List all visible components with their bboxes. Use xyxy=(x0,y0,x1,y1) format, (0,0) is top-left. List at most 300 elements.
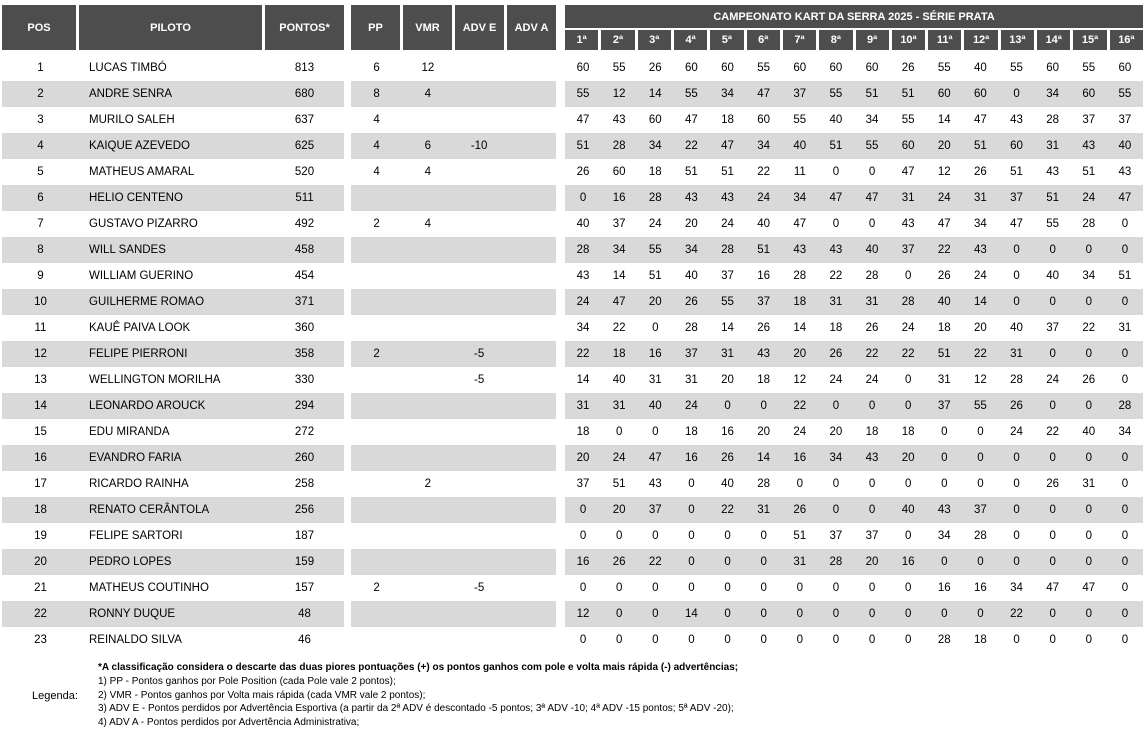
cell-race-result: 34 xyxy=(648,140,662,152)
cell-race-result: 47 xyxy=(1118,192,1132,204)
cell-race-result: 0 xyxy=(796,478,804,490)
cell-race-result: 60 xyxy=(974,88,987,100)
cell-race-result: 31 xyxy=(1010,348,1023,360)
cell-pos: 19 xyxy=(34,530,47,542)
cell-adv-e: -10 xyxy=(470,140,488,152)
cell-race-result: 28 xyxy=(901,296,915,308)
cell-race-result: 26 xyxy=(1082,374,1096,386)
cell-race-result: 0 xyxy=(1013,88,1020,100)
cell-race-result: 60 xyxy=(685,62,698,74)
race-col-header: 1ª xyxy=(565,30,598,50)
cell-race-result: 26 xyxy=(1010,400,1023,412)
cell-race-result: 12 xyxy=(576,608,590,620)
cell-race-result: 0 xyxy=(977,452,984,464)
cell-race-result: 55 xyxy=(974,400,987,412)
cell-race-result: 34 xyxy=(757,140,771,152)
cell-pontos: 256 xyxy=(294,504,315,516)
row-band-results xyxy=(565,341,1143,367)
cell-race-result: 28 xyxy=(648,192,662,204)
cell-race-result: 22 xyxy=(757,166,771,178)
cell-adv-a xyxy=(505,419,556,445)
race-col-header: 12ª xyxy=(964,30,997,50)
race-col-header: 10ª xyxy=(892,30,925,50)
cell-pontos: 637 xyxy=(294,114,315,126)
cell-race-result: 0 xyxy=(1013,478,1020,490)
cell-race-result: 60 xyxy=(757,114,771,126)
cell-race-result: 0 xyxy=(832,608,840,620)
cell-race-result: 24 xyxy=(829,374,843,386)
cell-adv-e xyxy=(454,419,505,445)
cell-race-result: 47 xyxy=(721,140,734,152)
cell-adv-e xyxy=(454,497,505,523)
cell-adv-e xyxy=(454,185,505,211)
cell-race-result: 37 xyxy=(865,530,879,542)
cell-adv-e: -5 xyxy=(474,348,485,360)
cell-vmr xyxy=(402,523,453,549)
cell-vmr: 12 xyxy=(421,62,435,74)
cell-pos: 1 xyxy=(37,62,44,74)
cell-race-result: 26 xyxy=(793,504,807,516)
cell-race-result: 22 xyxy=(974,348,987,360)
cell-pos: 5 xyxy=(37,166,44,178)
row-band-bonus xyxy=(351,55,556,81)
table-row xyxy=(2,107,1143,133)
cell-race-result: 0 xyxy=(1049,504,1056,516)
cell-adv-e xyxy=(454,263,505,289)
cell-pos: 23 xyxy=(34,634,47,646)
row-band-driver xyxy=(2,367,344,393)
cell-race-result: 26 xyxy=(757,322,771,334)
cell-race-result: 28 xyxy=(829,556,843,568)
row-band-results xyxy=(565,289,1143,315)
cell-pp: 8 xyxy=(373,88,380,100)
cell-race-result: 37 xyxy=(901,244,915,256)
cell-piloto: PEDRO LOPES xyxy=(89,556,172,568)
cell-pos: 10 xyxy=(34,296,47,308)
cell-race-result: 26 xyxy=(612,556,626,568)
cell-race-result: 40 xyxy=(721,478,734,490)
cell-race-result: 37 xyxy=(1010,192,1023,204)
cell-pontos: 258 xyxy=(294,478,315,490)
cell-race-result: 0 xyxy=(579,582,587,594)
cell-race-result: 34 xyxy=(865,114,879,126)
cell-piloto: REINALDO SILVA xyxy=(89,634,182,646)
cell-pontos: 813 xyxy=(294,62,315,74)
cell-race-result: 0 xyxy=(977,556,984,568)
cell-pontos: 625 xyxy=(294,140,315,152)
race-headers-row xyxy=(565,30,1143,50)
row-band-results xyxy=(565,523,1143,549)
cell-race-result: 31 xyxy=(974,192,987,204)
cell-race-result: 24 xyxy=(576,296,590,308)
cell-race-result: 24 xyxy=(757,192,771,204)
cell-pp xyxy=(351,419,402,445)
row-band-bonus xyxy=(351,107,556,133)
cell-pos: 13 xyxy=(34,374,47,386)
cell-race-result: 31 xyxy=(865,296,879,308)
cell-race-result: 0 xyxy=(652,582,659,594)
row-band-results xyxy=(565,367,1143,393)
legend-item: 3) ADV E - Pontos perdidos por Advertência Esportiva (a partir da 2ª ADV é descontado -5 pontos; 3ª ADV -10; 4ª ADV -15 pontos; 5ª ADV -20); xyxy=(98,703,734,715)
cell-adv-e xyxy=(454,523,505,549)
cell-piloto: RICARDO RAINHA xyxy=(89,478,189,490)
cell-race-result: 0 xyxy=(760,556,767,568)
cell-race-result: 31 xyxy=(576,400,590,412)
cell-race-result: 51 xyxy=(829,140,843,152)
cell-race-result: 43 xyxy=(685,192,698,204)
cell-race-result: 0 xyxy=(904,374,912,386)
cell-piloto: GUILHERME ROMAO xyxy=(89,296,205,308)
cell-race-result: 18 xyxy=(757,374,771,386)
row-band-bonus xyxy=(351,523,556,549)
cell-race-result: 43 xyxy=(937,504,951,516)
cell-race-result: 34 xyxy=(1010,582,1023,594)
cell-race-result: 43 xyxy=(721,192,734,204)
cell-race-result: 0 xyxy=(1121,608,1129,620)
cell-race-result: 0 xyxy=(688,556,695,568)
row-band-driver xyxy=(2,159,344,185)
cell-race-result: 16 xyxy=(612,192,626,204)
cell-piloto: HELIO CENTENO xyxy=(89,192,183,204)
row-band-bonus xyxy=(351,497,556,523)
cell-race-result: 20 xyxy=(721,374,734,386)
cell-race-result: 60 xyxy=(1082,88,1096,100)
cell-race-result: 12 xyxy=(793,374,807,386)
cell-piloto: EDU MIRANDA xyxy=(89,426,170,438)
race-col-header: 7ª xyxy=(783,30,816,50)
legend-label: Legenda: xyxy=(32,690,78,702)
cell-race-result: 31 xyxy=(648,374,662,386)
cell-adv-a xyxy=(505,471,556,497)
cell-piloto: EVANDRO FARIA xyxy=(89,452,182,464)
cell-vmr xyxy=(402,263,453,289)
cell-race-result: 0 xyxy=(1085,452,1093,464)
cell-race-result: 47 xyxy=(757,88,771,100)
cell-race-result: 24 xyxy=(1082,192,1096,204)
cell-adv-e xyxy=(454,55,505,81)
cell-race-result: 43 xyxy=(612,114,626,126)
row-band-bonus xyxy=(351,81,556,107)
cell-race-result: 43 xyxy=(829,244,843,256)
table-row xyxy=(2,601,1143,627)
cell-race-result: 16 xyxy=(974,582,987,594)
cell-race-result: 34 xyxy=(793,192,807,204)
cell-race-result: 34 xyxy=(1082,270,1096,282)
col-header-pontos: PONTOS* xyxy=(265,5,344,50)
table-row xyxy=(2,627,1143,653)
cell-race-result: 0 xyxy=(1121,218,1129,230)
cell-race-result: 40 xyxy=(937,296,951,308)
legend-item: 2) VMR - Pontos ganhos por Volta mais rápida (cada VMR vale 2 pontos); xyxy=(98,689,426,701)
row-band-driver xyxy=(2,419,344,445)
cell-pos: 4 xyxy=(37,140,44,152)
cell-race-result: 37 xyxy=(829,530,843,542)
cell-pp xyxy=(351,523,402,549)
cell-race-result: 0 xyxy=(868,478,876,490)
cell-pontos: 272 xyxy=(294,426,315,438)
cell-race-result: 31 xyxy=(901,192,915,204)
row-band-results xyxy=(565,471,1143,497)
row-band-driver xyxy=(2,237,344,263)
cell-race-result: 37 xyxy=(974,504,987,516)
cell-adv-e: -5 xyxy=(474,374,485,386)
row-band-bonus xyxy=(351,289,556,315)
cell-adv-a xyxy=(505,289,556,315)
cell-race-result: 18 xyxy=(901,426,915,438)
cell-race-result: 0 xyxy=(832,400,840,412)
row-band-driver xyxy=(2,55,344,81)
cell-piloto: MATHEUS COUTINHO xyxy=(89,582,209,594)
cell-vmr: 6 xyxy=(424,140,432,152)
cell-race-result: 28 xyxy=(721,244,734,256)
cell-race-result: 18 xyxy=(793,296,807,308)
cell-race-result: 16 xyxy=(901,556,915,568)
cell-race-result: 16 xyxy=(793,452,807,464)
cell-race-result: 26 xyxy=(721,452,734,464)
row-band-results xyxy=(565,133,1143,159)
cell-adv-a xyxy=(505,211,556,237)
row-band-driver xyxy=(2,263,344,289)
cell-race-result: 0 xyxy=(652,426,659,438)
cell-adv-e xyxy=(454,601,505,627)
cell-pp xyxy=(351,237,402,263)
row-band-bonus xyxy=(351,211,556,237)
cell-race-result: 51 xyxy=(576,140,590,152)
cell-race-result: 0 xyxy=(1049,530,1056,542)
cell-race-result: 0 xyxy=(941,556,948,568)
cell-race-result: 51 xyxy=(721,166,734,178)
legend-lines xyxy=(98,661,738,730)
cell-adv-e xyxy=(454,237,505,263)
legend xyxy=(32,661,738,730)
cell-vmr xyxy=(402,367,453,393)
cell-race-result: 0 xyxy=(1013,296,1020,308)
row-band-results xyxy=(565,549,1143,575)
cell-race-result: 0 xyxy=(1013,270,1020,282)
cell-race-result: 0 xyxy=(1121,374,1129,386)
header-group-races xyxy=(565,5,1143,50)
cell-race-result: 0 xyxy=(688,582,695,594)
cell-pos: 17 xyxy=(34,478,47,490)
cell-adv-a xyxy=(505,445,556,471)
cell-race-result: 0 xyxy=(1013,556,1020,568)
cell-race-result: 14 xyxy=(937,114,951,126)
cell-adv-a xyxy=(505,315,556,341)
cell-race-result: 55 xyxy=(721,296,734,308)
cell-race-result: 26 xyxy=(685,296,698,308)
cell-race-result: 0 xyxy=(904,582,912,594)
cell-race-result: 55 xyxy=(612,62,626,74)
cell-race-result: 51 xyxy=(757,244,771,256)
cell-vmr xyxy=(402,315,453,341)
cell-race-result: 55 xyxy=(865,140,879,152)
cell-adv-a xyxy=(505,133,556,159)
cell-race-result: 0 xyxy=(724,530,731,542)
cell-pontos: 458 xyxy=(294,244,315,256)
race-col-header: 9ª xyxy=(856,30,889,50)
cell-race-result: 26 xyxy=(1046,478,1060,490)
cell-race-result: 26 xyxy=(576,166,590,178)
cell-race-result: 0 xyxy=(796,582,804,594)
row-band-results xyxy=(565,315,1143,341)
cell-race-result: 40 xyxy=(757,218,771,230)
cell-race-result: 40 xyxy=(1010,322,1023,334)
row-band-driver xyxy=(2,601,344,627)
cell-race-result: 0 xyxy=(941,426,948,438)
cell-race-result: 0 xyxy=(1049,634,1056,646)
cell-race-result: 24 xyxy=(648,218,662,230)
cell-race-result: 24 xyxy=(901,322,915,334)
cell-adv-e xyxy=(454,445,505,471)
row-band-bonus xyxy=(351,315,556,341)
cell-adv-e xyxy=(454,549,505,575)
cell-race-result: 37 xyxy=(757,296,771,308)
cell-race-result: 40 xyxy=(829,114,843,126)
cell-piloto: LEONARDO AROUCK xyxy=(89,400,206,412)
cell-race-result: 0 xyxy=(1013,634,1020,646)
cell-race-result: 0 xyxy=(1121,452,1129,464)
race-col-header: 5ª xyxy=(710,30,743,50)
cell-race-result: 0 xyxy=(1049,296,1056,308)
cell-race-result: 20 xyxy=(937,140,951,152)
cell-adv-e xyxy=(454,211,505,237)
cell-race-result: 0 xyxy=(615,530,623,542)
cell-race-result: 43 xyxy=(1118,166,1132,178)
legend-item: 4) ADV A - Pontos perdidos por Advertência Administrativa; xyxy=(98,717,360,729)
cell-race-result: 22 xyxy=(612,322,626,334)
cell-vmr xyxy=(402,107,453,133)
cell-race-result: 26 xyxy=(974,166,987,178)
cell-race-result: 34 xyxy=(612,244,626,256)
cell-race-result: 55 xyxy=(576,88,590,100)
cell-vmr xyxy=(402,601,453,627)
cell-race-result: 0 xyxy=(688,478,695,490)
cell-race-result: 0 xyxy=(1049,608,1056,620)
cell-race-result: 34 xyxy=(685,244,698,256)
cell-pos: 7 xyxy=(37,218,44,230)
cell-race-result: 0 xyxy=(977,478,984,490)
race-col-header: 14ª xyxy=(1037,30,1070,50)
cell-race-result: 0 xyxy=(1121,478,1129,490)
cell-race-result: 14 xyxy=(757,452,771,464)
cell-pp xyxy=(351,445,402,471)
cell-adv-a xyxy=(505,263,556,289)
header-group-bonus xyxy=(351,5,556,50)
cell-race-result: 0 xyxy=(1085,556,1093,568)
cell-race-result: 24 xyxy=(1010,426,1023,438)
cell-race-result: 0 xyxy=(579,634,587,646)
row-band-bonus xyxy=(351,185,556,211)
col-header-piloto: PILOTO xyxy=(79,5,262,50)
table-row xyxy=(2,263,1143,289)
cell-adv-a xyxy=(505,367,556,393)
table-row xyxy=(2,367,1143,393)
cell-race-result: 20 xyxy=(901,452,915,464)
cell-race-result: 11 xyxy=(793,166,806,178)
cell-race-result: 55 xyxy=(685,88,698,100)
cell-pp xyxy=(351,289,402,315)
table-row xyxy=(2,419,1143,445)
cell-race-result: 47 xyxy=(612,296,626,308)
cell-race-result: 0 xyxy=(1049,244,1056,256)
cell-race-result: 0 xyxy=(941,478,948,490)
cell-race-result: 40 xyxy=(1046,270,1060,282)
cell-race-result: 20 xyxy=(865,556,879,568)
cell-pos: 2 xyxy=(37,88,44,100)
cell-race-result: 14 xyxy=(648,88,662,100)
cell-piloto: RONNY DUQUE xyxy=(89,608,176,620)
table-row xyxy=(2,55,1143,81)
cell-race-result: 37 xyxy=(721,270,734,282)
cell-race-result: 60 xyxy=(1118,62,1132,74)
cell-race-result: 0 xyxy=(1085,296,1093,308)
cell-race-result: 22 xyxy=(1046,426,1060,438)
table-row xyxy=(2,341,1143,367)
cell-vmr xyxy=(402,289,453,315)
row-band-results xyxy=(565,393,1143,419)
cell-pontos: 520 xyxy=(294,166,315,178)
row-band-bonus xyxy=(351,549,556,575)
cell-piloto: RENATO CERÂNTOLA xyxy=(89,504,210,516)
cell-race-result: 37 xyxy=(1082,114,1096,126)
cell-race-result: 31 xyxy=(1082,478,1096,490)
cell-adv-a xyxy=(505,81,556,107)
race-col-header: 8ª xyxy=(819,30,852,50)
cell-pontos: 46 xyxy=(298,634,311,646)
cell-piloto: GUSTAVO PIZARRO xyxy=(89,218,198,230)
cell-pontos: 360 xyxy=(294,322,315,334)
cell-race-result: 47 xyxy=(974,114,987,126)
cell-race-result: 47 xyxy=(685,114,698,126)
cell-pp xyxy=(351,497,402,523)
cell-vmr: 2 xyxy=(424,478,432,490)
cell-race-result: 0 xyxy=(904,400,912,412)
cell-race-result: 0 xyxy=(1121,296,1129,308)
cell-race-result: 31 xyxy=(793,556,807,568)
cell-race-result: 0 xyxy=(760,582,767,594)
cell-race-result: 14 xyxy=(685,608,698,620)
cell-race-result: 0 xyxy=(832,166,840,178)
cell-adv-a xyxy=(505,107,556,133)
cell-race-result: 60 xyxy=(721,62,734,74)
cell-race-result: 47 xyxy=(1082,582,1096,594)
cell-pontos: 187 xyxy=(294,530,315,542)
header-group-left xyxy=(2,5,344,50)
row-band-driver xyxy=(2,315,344,341)
row-band-bonus xyxy=(351,393,556,419)
cell-race-result: 37 xyxy=(612,218,626,230)
legend-item: 1) PP - Pontos ganhos por Pole Position (cada Pole vale 2 pontos); xyxy=(98,675,396,687)
cell-pos: 15 xyxy=(34,426,47,438)
cell-piloto: FELIPE SARTORI xyxy=(89,530,183,542)
cell-race-result: 0 xyxy=(688,634,695,646)
cell-race-result: 31 xyxy=(757,504,771,516)
table-body xyxy=(2,55,1143,653)
cell-race-result: 0 xyxy=(724,634,731,646)
cell-race-result: 47 xyxy=(865,192,879,204)
row-band-results xyxy=(565,81,1143,107)
legend-note: *A classificação considera o descarte das duas piores pontuações (+) os pontos ganhos com pole e volta mais rápida (-) advertências; xyxy=(98,662,739,673)
cell-race-result: 51 xyxy=(793,530,807,542)
cell-race-result: 60 xyxy=(612,166,626,178)
cell-piloto: WILL SANDES xyxy=(89,244,166,256)
cell-race-result: 22 xyxy=(865,348,879,360)
cell-race-result: 0 xyxy=(868,166,876,178)
cell-race-result: 34 xyxy=(1118,426,1132,438)
cell-race-result: 28 xyxy=(1118,400,1132,412)
cell-race-result: 0 xyxy=(904,530,912,542)
cell-race-result: 22 xyxy=(576,348,590,360)
